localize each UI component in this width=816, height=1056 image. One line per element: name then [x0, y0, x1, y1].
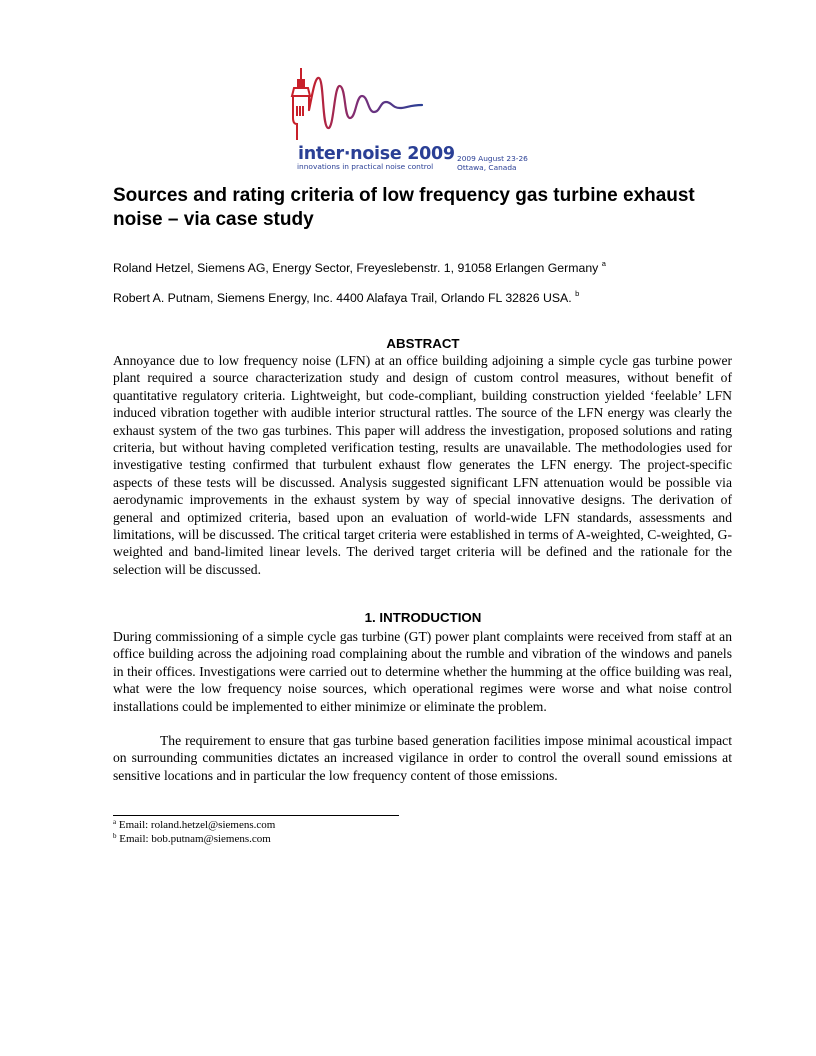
footnote-mark: b [575, 289, 580, 298]
conference-tagline: innovations in practical noise control [297, 162, 434, 171]
conference-location: Ottawa, Canada [457, 163, 517, 172]
footnote-mark: a [113, 818, 117, 826]
body-paragraph: During commissioning of a simple cycle gas turbine (GT) power plant complaints were received from staff at an office building across the adjoining road complaining about the rumble and vibration of the windows and panels in their offices. Investigations were carried out to determine whether the humming at the office building was real, what were the low frequency noise sources, which operational regimes were worse and what noise control installations could be implemented to either minimize or eliminate the problem. [113, 629, 732, 714]
footnote [113, 818, 275, 832]
body-paragraph: The requirement to ensure that gas turbine based generation facilities impose minimal acoustical impact on surrounding communities dictates an increased vigilance in order to control the overall sound emissions at sensitive locations and in particular the low frequency content of those emissions. [113, 733, 732, 783]
section-heading: 1. INTRODUCTION [364, 610, 482, 625]
sound-wave-icon [309, 78, 422, 128]
logo-graphic [282, 66, 542, 146]
footnote-divider [113, 815, 399, 816]
author-line [113, 260, 606, 276]
paper-title: Sources and rating criteria of low frequency gas turbine exhaust noise – via case study [113, 185, 695, 230]
author-affiliation: Roland Hetzel, Siemens AG, Energy Sector, Freyeslebenstr. 1, 91058 Erlangen Germany [113, 261, 599, 275]
tower-icon [292, 68, 310, 140]
conference-date: 2009 August 23-26 [457, 154, 528, 163]
footnote-mark: b [113, 832, 117, 840]
footnote-email: Email: bob.putnam@siemens.com [119, 833, 271, 845]
conference-logo [282, 66, 542, 174]
conference-name: inter·noise 2009 [298, 144, 455, 164]
abstract-text: Annoyance due to low frequency noise (LFN) at an office building adjoining a simple cycle gas turbine power plant required a source characterization study and design of custom control measures, without benefit of quantitative regulatory criteria. Lightweight, but code-compliant, building construction yielded ‘feelable’ LFN induced vibration together with audible interior structural rattles. The source of the LFN energy was clearly the exhaust system of the two gas turbines. This paper will address the investigation, proposed solutions and rating criteria, but without having completed verification testing, results are unavailable. The methodologies used for investigative testing confirmed that turbulent exhaust flow generates the LFN energy. The project-specific aspects of these tests will be discussed. Analysis suggested significant LFN attenuation would be possible via aerodynamic improvements in the exhaust system by way of special innovative designs. The derivation of general and optimized criteria, based upon an evaluation of world-wide LFN standards, assessments and limitations, will be discussed. The critical target criteria were established in terms of A-weighted, C-weighted, G-weighted and band-limited linear levels. The derived target criteria will be defined and the rationale for the selection will be discussed. [113, 353, 732, 577]
author-affiliation: Robert A. Putnam, Siemens Energy, Inc. 4400 Alafaya Trail, Orlando FL 32826 USA. [113, 291, 572, 305]
footnote-mark: a [601, 259, 606, 268]
footnote [113, 832, 271, 846]
abstract-heading: ABSTRACT [386, 336, 460, 351]
footnote-email: Email: roland.hetzel@siemens.com [118, 819, 276, 831]
author-line [113, 290, 579, 306]
